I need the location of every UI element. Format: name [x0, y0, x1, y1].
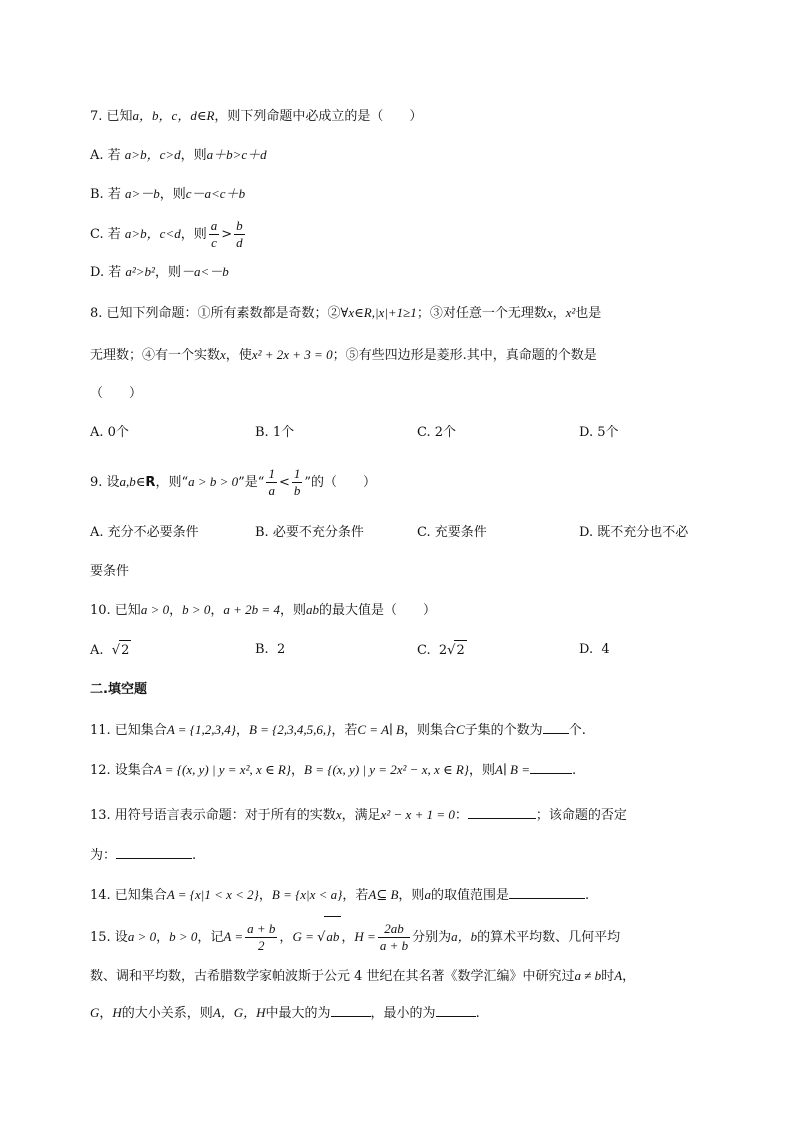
q7-stem-tail: ，则下列命题中必成立的是（ ）	[214, 109, 423, 124]
q7-c-label: C. 若	[90, 227, 121, 242]
q7-c-fraction-1	[209, 218, 220, 251]
q15-a-eq: A =	[223, 929, 244, 944]
q15-line-1	[90, 916, 620, 958]
q8-l2-math: x² + 2x + 3 = 0	[251, 347, 333, 362]
q12	[90, 759, 576, 781]
q15-l3-f: 中最大的为	[265, 1006, 331, 1021]
q7-c-frac2-den: d	[236, 235, 243, 250]
q8-option-b: B. 1个	[255, 425, 295, 440]
q8-l1-math: ∀x∈R,|x|+1≥1	[340, 305, 417, 320]
q11-a: 11. 已知集合	[90, 723, 167, 738]
q10-stem-c: 的最大值是（ ）	[318, 603, 436, 618]
q8-option-c: C. 2个	[417, 425, 457, 440]
q14-f: .	[584, 888, 590, 903]
q10-option-c	[417, 640, 467, 661]
q7-a-cond: a>b，c>d	[124, 147, 181, 162]
q12-c: ，则	[469, 763, 496, 778]
q8-l2-x: x	[220, 347, 226, 362]
q9-option-a: A. 充分不必要条件	[90, 525, 199, 540]
q9-f1-num: 1	[268, 466, 275, 481]
q7-d-cond: a²>b²	[125, 264, 155, 279]
q7-d-label: D. 若	[90, 265, 122, 280]
q15-a-fraction	[245, 921, 277, 954]
q13-answer-blank-1	[468, 804, 536, 819]
q10-c-label: C.	[417, 643, 431, 658]
q10-b-value: 2	[276, 642, 286, 657]
q15-a: 15. 设	[90, 930, 128, 945]
q15-s3: ，	[279, 930, 293, 945]
q13-c: ：	[454, 808, 468, 823]
q12-b: ，	[291, 763, 305, 778]
q7-a-result: a＋b>c＋d	[206, 147, 267, 162]
q9-stem-r: R	[145, 475, 156, 490]
q7-c-fraction-2	[234, 218, 245, 251]
q13-e: .	[192, 848, 197, 863]
q7-c-frac1-den: c	[209, 234, 220, 251]
q10-sep2: ，	[210, 603, 224, 618]
q10-stem-b: ，则	[279, 603, 306, 618]
q8-line-3: （ ）	[90, 386, 143, 401]
q7-stem	[90, 106, 422, 127]
q10-c2: b > 0	[182, 602, 211, 617]
q14-m1: A = {x|1 < x < 2}	[166, 887, 259, 902]
q7-c-frac1-num: a	[210, 218, 218, 233]
q15-answer-blank-1	[331, 1002, 371, 1017]
q10-option-a	[90, 640, 131, 661]
q10-ab: ab	[305, 602, 319, 617]
q8-l2-b: ，使	[225, 348, 252, 363]
q9-stem-c: ”是“	[238, 475, 265, 490]
q12-m2: B = {(x, y) | y = 2x² − x, x ∈ R}	[304, 762, 470, 777]
q15-l3-g: ，最小的为	[370, 1006, 436, 1021]
q15-a-num: a + b	[247, 921, 276, 936]
q9-option-d: D. 既不充分也不必	[579, 525, 689, 540]
q10-c-value: 2	[454, 640, 466, 661]
q7-c-then: ，则	[180, 227, 207, 242]
q12-m3: A∣ B =	[495, 762, 530, 777]
q15-line-2	[90, 966, 635, 987]
q15-b: 分别为	[412, 930, 452, 945]
q11-answer-blank	[543, 719, 569, 734]
q15-h-num: 2ab	[384, 921, 404, 936]
q8-l1-c: ，	[552, 306, 566, 321]
q9-option-d-wrap: 要条件	[90, 564, 130, 579]
q10-a-value: 2	[119, 640, 131, 661]
q15-a-den: 2	[245, 937, 277, 954]
q10-c-coef: 2	[438, 643, 448, 658]
q10-b-label: B.	[255, 642, 269, 657]
q15-s4: ，	[341, 930, 355, 945]
q15-l2-m: a ≠ b	[574, 968, 602, 983]
q14-answer-blank	[509, 884, 585, 899]
q7-b-label: B. 若	[90, 187, 121, 202]
q13-line-1	[90, 804, 627, 826]
q10-stem-a: 10. 已知	[90, 603, 141, 618]
q9-option-c: C. 充要条件	[417, 525, 487, 540]
q10-sep1: ，	[169, 603, 183, 618]
q7-b-result: c－a<c＋b	[185, 186, 246, 201]
q14-a-var: a	[424, 887, 431, 902]
q10-c1: a > 0	[140, 602, 170, 617]
q15-l2-a: 数、调和平均数，古希腊数学家帕波斯于公元 4 世纪在其名著《数学汇编》中研究过	[90, 969, 575, 984]
q11-f: 个.	[568, 723, 586, 738]
q8-l1-a: 8. 已知下列命题：①所有素数都是奇数；②	[90, 306, 341, 321]
q13-m1: x² − x + 1 = 0	[380, 807, 455, 822]
q10-d-label: D.	[579, 642, 594, 657]
q9-fraction-1	[266, 466, 277, 499]
sqrt-icon: √	[317, 930, 326, 945]
q15-h-eq: H =	[354, 929, 376, 944]
q7-a-then: ，则	[180, 148, 207, 163]
q7-b-then: ，则	[159, 187, 186, 202]
q13-answer-blank-2	[116, 844, 192, 859]
q9-fraction-2	[292, 466, 303, 499]
q15-c1: a > 0	[127, 929, 157, 944]
q8-l2-c: ；⑤有些四边形是菱形.其中，真命题的个数是	[332, 348, 597, 363]
q15-l3-d: 的大小关系，则	[121, 1006, 213, 1021]
q10-a-label: A.	[90, 643, 104, 658]
q7-option-a	[90, 145, 267, 166]
q11-e: 子集的个数为	[464, 723, 543, 738]
q7-c-cond: a>b，c<d	[124, 226, 181, 241]
q8-option-d: D. 5个	[579, 425, 619, 440]
q15-answer-blank-2	[436, 1002, 476, 1017]
q15-l3-sep: ，	[99, 1006, 113, 1021]
q11-c: ，若	[331, 723, 358, 738]
q9-stem-b: ，则“	[155, 475, 189, 490]
q14-e: 的取值范围是	[430, 888, 509, 903]
q10-option-d	[579, 640, 610, 660]
q15-h-fraction	[378, 921, 410, 954]
q8-option-a: A. 0个	[90, 425, 129, 440]
q15-h-den: a + b	[379, 938, 409, 953]
sqrt-icon: √	[111, 643, 121, 658]
q9-f2-den: b	[293, 483, 301, 498]
q15-l2-c: ，	[622, 969, 636, 984]
q8-line-1	[90, 303, 601, 324]
q14-d: ，则	[398, 888, 425, 903]
q7-option-b	[90, 184, 245, 205]
q10-c3: a + 2b = 4	[223, 602, 280, 617]
q15-g-val: ab	[324, 916, 341, 957]
q15-s2: ，记	[197, 930, 224, 945]
q7-stem-vars: a，b，c，d∈R	[132, 108, 215, 123]
q7-c-gt: >	[221, 227, 233, 242]
q14-m2: B = {x|x < a}	[271, 887, 343, 902]
q7-a-label: A. 若	[90, 148, 121, 163]
q7-d-then: ，则	[154, 265, 181, 280]
q15-c: 的算术平均数、几何平均	[477, 930, 621, 945]
q7-option-c	[90, 216, 247, 253]
q9-option-b: B. 必要不充分条件	[255, 525, 364, 540]
q10-stem	[90, 600, 436, 621]
q14-m3: A⊆ B	[368, 887, 399, 902]
q10-d-value: 4	[601, 642, 610, 657]
q15-l3-h: .	[475, 1006, 480, 1021]
q11	[90, 719, 586, 741]
q12-m1: A = {(x, y) | y = x², x ∈ R}	[153, 762, 292, 777]
q7-b-cond: a>－b	[124, 186, 160, 201]
q15-l3-H: H	[112, 1005, 122, 1020]
q9-stem-cond: a > b > 0	[188, 474, 239, 489]
q10-option-b	[255, 640, 285, 660]
q15-l2-A: A	[614, 968, 623, 983]
q12-a: 12. 设集合	[90, 763, 154, 778]
q15-c2: b > 0	[169, 929, 198, 944]
q7-option-d	[90, 262, 229, 283]
q14	[90, 884, 589, 906]
q7-d-result: －a<－b	[180, 264, 229, 279]
q9-stem-a: 9. 设	[90, 475, 120, 490]
q8-line-2	[90, 345, 597, 366]
q11-d: ，则集合	[403, 723, 456, 738]
q11-b: ，	[235, 723, 249, 738]
q8-l1-b: ；③对任意一个无理数	[416, 306, 547, 321]
q15-l3-e: A，G，H	[212, 1005, 266, 1020]
q13-d: ；该命题的否定	[535, 808, 627, 823]
q11-m3: C = A∣ B	[357, 722, 404, 737]
section-title: 二.填空题	[90, 682, 147, 697]
q8-l1-x2: x²	[565, 305, 576, 320]
q9-stem-d: ”的（ ）	[304, 475, 376, 490]
q11-m1: A = {1,2,3,4}	[166, 722, 236, 737]
q14-c: ，若	[342, 888, 369, 903]
q13-x: x	[335, 807, 342, 822]
q9-f2-num: 1	[293, 466, 301, 481]
q13-b: ，满足	[341, 808, 381, 823]
q7-c-frac2-num: b	[236, 218, 243, 233]
q13-line-2	[90, 844, 196, 866]
q15-g-eq: G =	[292, 929, 318, 944]
q9-stem	[90, 464, 376, 501]
q15-vars: a，b	[451, 929, 478, 944]
q14-b: ，	[258, 888, 272, 903]
q8-l2-a: 无理数；④有一个实数	[90, 348, 221, 363]
q12-d: .	[571, 763, 577, 778]
q11-m2: B = {2,3,4,5,6,}	[248, 722, 332, 737]
q9-stem-vars: a,b∈	[119, 474, 146, 489]
q12-answer-blank	[530, 759, 572, 774]
q15-line-3	[90, 1002, 480, 1024]
q7-stem-text: 7. 已知	[90, 109, 133, 124]
q9-f1-den: a	[268, 483, 275, 498]
q15-l2-b: 时	[601, 969, 615, 984]
q8-l1-d: 也是	[575, 306, 602, 321]
sqrt-icon: √	[447, 643, 456, 658]
q15-s1: ，	[156, 930, 170, 945]
q8-l1-x: x	[546, 305, 553, 320]
q13-a: 13. 用符号语言表示命题：对于所有的实数	[90, 808, 336, 823]
q14-a: 14. 已知集合	[90, 888, 167, 903]
q11-m4: C	[456, 722, 465, 737]
q9-lt: <	[278, 475, 290, 490]
q15-l3-G: G	[90, 1005, 100, 1020]
q13-line2: 为：	[90, 848, 117, 863]
